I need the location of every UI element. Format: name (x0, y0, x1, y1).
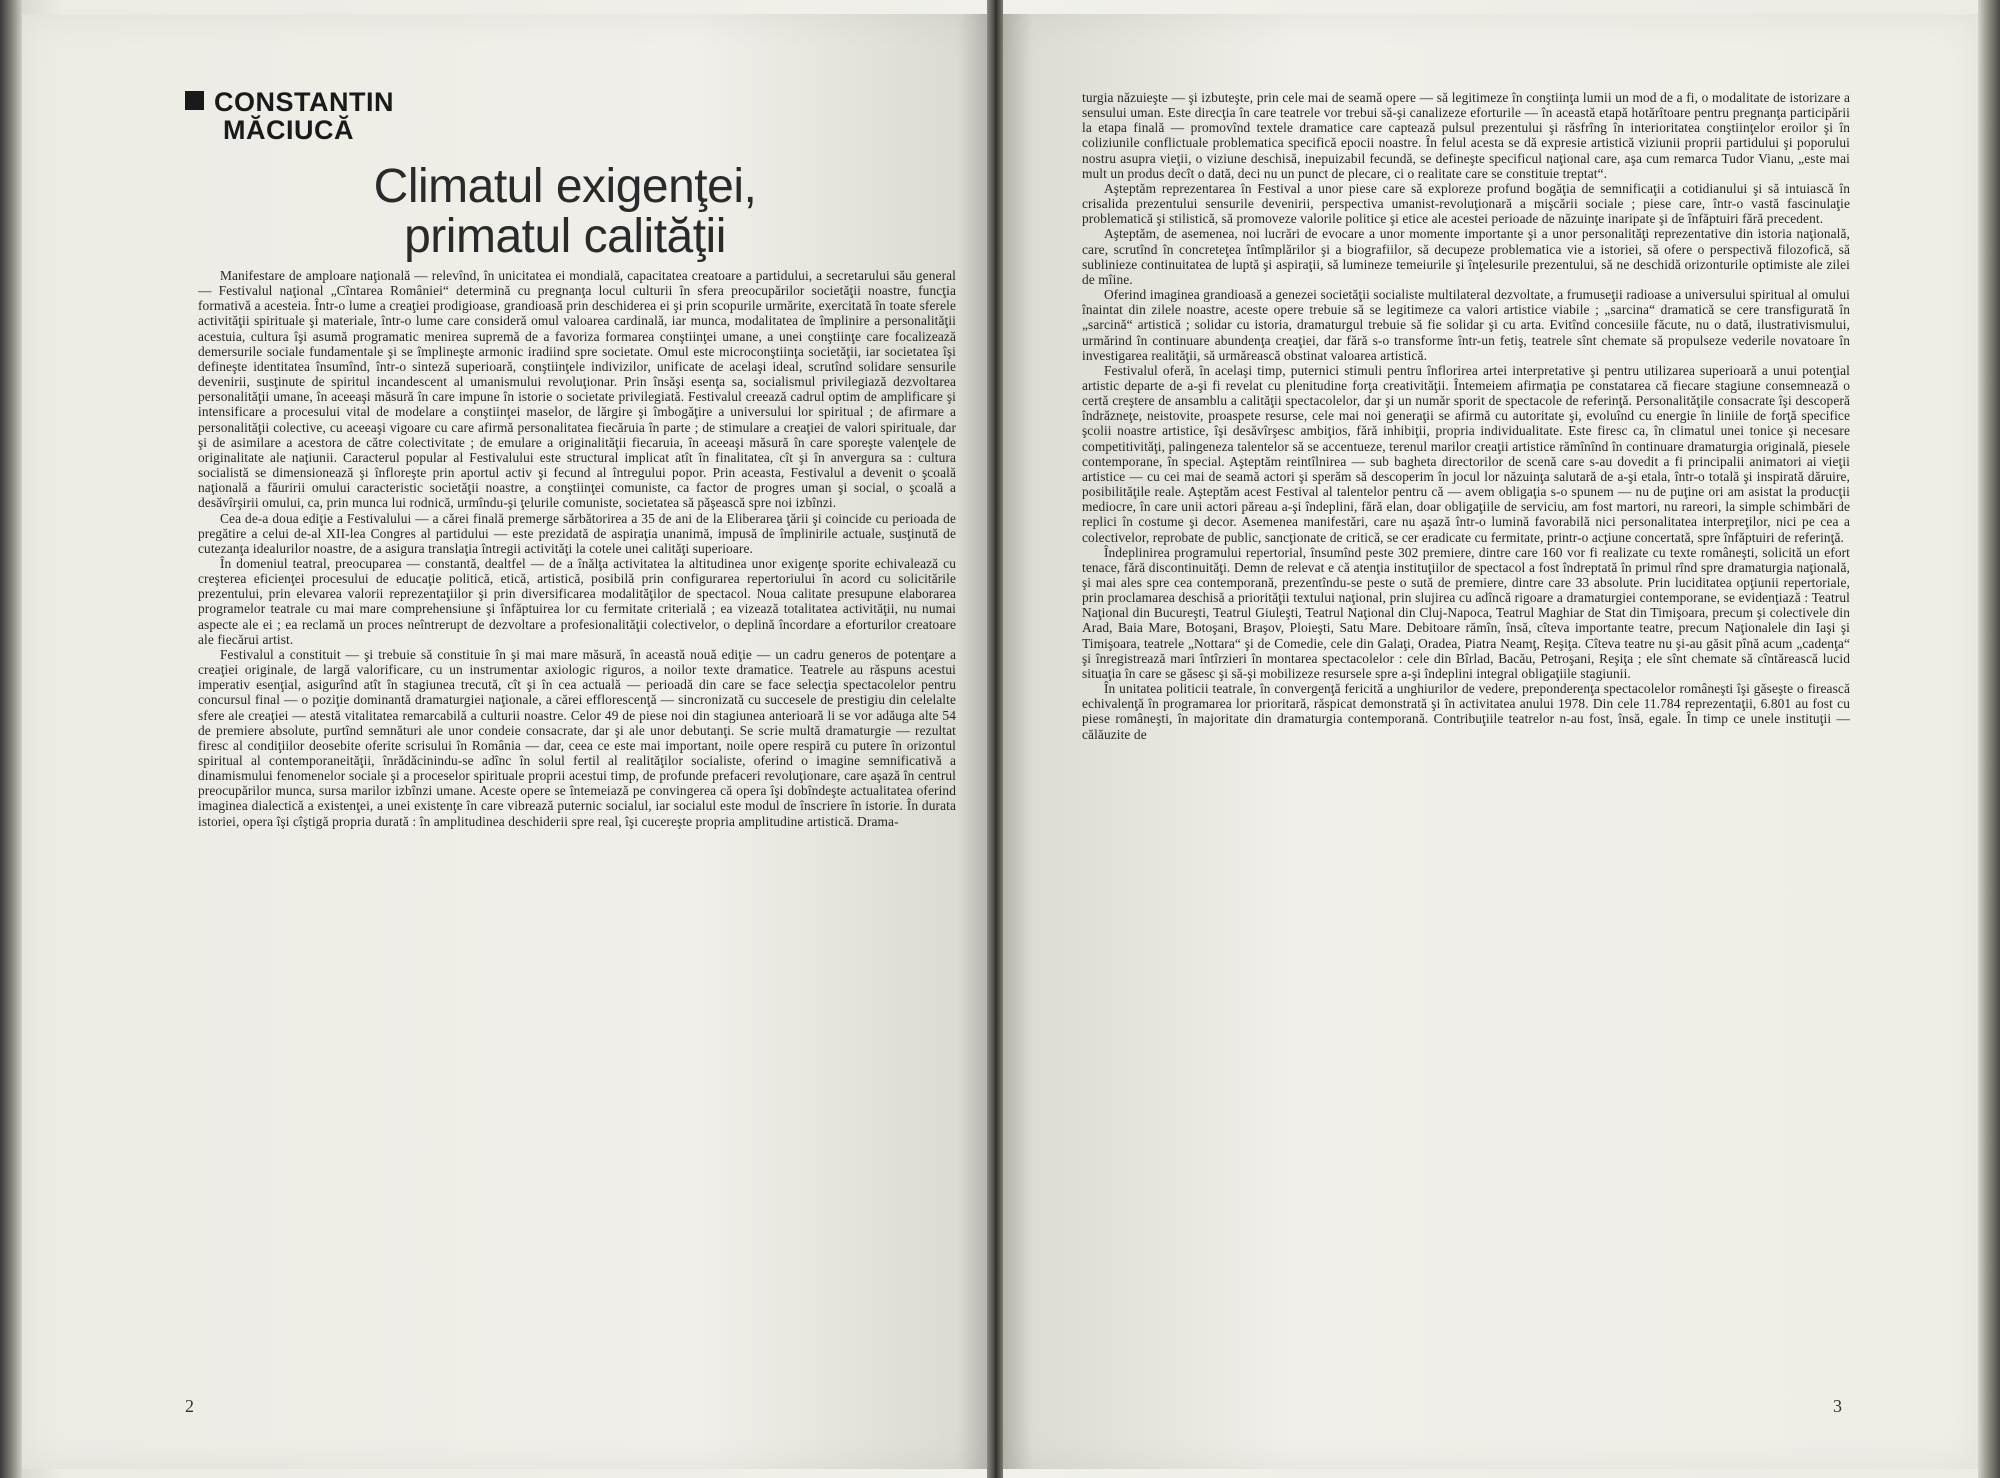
paragraph: Aşteptăm reprezentarea în Festival a unor piese care să exploreze profund bogăţia de semnificaţii a cotidianului şi să intuiască în crisalida prezentului sensurile devenirii, perspectiva umanist-revoluţionară a mişcării sociale ; piese care, într-o vastă fascinulaţie problematică şi stilistică, să promoveze valorile politice şi etice ale acestei perioade de năzuinţe inaripate şi de înfăptuiri fără precedent. (1082, 180, 1850, 227)
book-gutter (987, 0, 1003, 1478)
paragraph: Îndeplinirea programului repertorial, însumînd peste 302 premiere, dintre care 160 vor fi realizate cu texte româneşti, solicită un efort tenace, fără discontinuităţi. Demn de relevat e că atenţia instituţiilor de spectacol a fost îndreptată în primul rînd spre dramaturgia naţională, şi mai ales spre cea contemporană, prezentîndu-se peste o sută de premiere, dintre care 33 absolute. Prin luciditatea opţiunii repertoriale, prin proclamarea deschisă a priorităţii textului naţional, prin slujirea cu adîncă rigoare a dramaturgiei contemporane, se evidenţiază : Teatrul Naţional din Bucureşti, Teatrul Giuleşti, Teatrul Naţional din Cluj-Napoca, Teatrul Maghiar de Stat din Timişoara, precum şi colectivele din Arad, Baia Mare, Botoşani, Braşov, Ploieşti, Satu Mare. Debitoare rămîn, însă, cîteva importante teatre, precum Naţionalele din Iaşi şi Timişoara, teatrele „Nottara“ şi de Comedie, cele din Galaţi, Oradea, Piatra Neamţ, Reşiţa. Cîteva teatre nu şi-au găsit pînă acum „cadenţa“ şi înregistrează mari întîrzieri în montarea spectacolelor : cele din Bîrlad, Bacău, Petroşani, Reşiţa ; ele sînt chemate să cîntărească lucid situaţia în care se găsesc şi să-şi mobilizeze resursele spre a-şi îndeplini integral obligaţiile stagiunii. (1082, 544, 1850, 681)
paragraph: În unitatea politicii teatrale, în convergenţă fericită a unghiurilor de vedere, preponderenţa spectacolelor româneşti îşi găseşte o firească echivalenţă în programarea lor prioritară, răspicat demonstrată şi în activitatea anului 1978. Din cele 11.784 reprezentaţii, 6.801 au fost cu piese româneşti, în majoritate din dramaturgia contemporană. Contribuţiile teatrelor n-au fost, însă, egale. În timp ce unele instituţii — călăuzite de (1082, 681, 1850, 742)
right-page-body (1082, 90, 1850, 1350)
paragraph: În domeniul teatral, preocuparea — constantă, dealtfel — de a înălţa activitatea la altitudinea unor exigenţe sporite echivalează cu creşterea eficienţei procesului de educaţie politică, etică, artistică, posibilă prin configurarea repertoriului în acord cu solicitările prezentului, prin elevarea valorii reprezentaţiilor şi prin diversificarea modalităţilor de spectacol. Noua calitate presupune elaborarea programelor teatrale cu mai mare comprehensiune şi înfăptuirea lor cu fermitate criterială ; ea vizează totalitatea activităţii, nu numai aspecte ale ei ; ea reclamă un proces neîntrerupt de dezvoltare a profesionalităţii colectivelor, o deplină încordare a eforturilor creatoare ale fiecărui artist. (198, 555, 956, 647)
bullet-square-icon (185, 91, 204, 110)
article-title (300, 162, 830, 262)
paragraph: Festivalul oferă, în acelaşi timp, puternici stimuli pentru înflorirea artei interpretative şi pentru utilizarea superioară a unui potenţial artistic departe de a-şi fi revelat cu plenitudine forţa creativităţii. Întemeiem afirmaţia pe constatarea că fiecare stagiune consemnează o certă creştere de ansamblu a calităţii spectacolelor, dar şi un număr sporit de spectacole de referinţă. Personalităţile consacrate îşi descoperă îndrăzneţe, neistovite, proaspete resurse, cele mai noi generaţii se afirmă cu autoritate şi, evoluînd cu energie în liniile de forţă specifice şcolii noastre artistice, îşi desăvîrşesc ambiţios, fără inhibiţii, propria individualitate. Este firesc ca, în climatul unei tonice şi necesare competitivităţi, palingeneza talentelor să se accentueze, terenul marilor creaţii artistice rămînînd în continuare dramaturgia originală, piesele contemporane, în special. Aşteptăm reintîlnirea — sub bagheta directorilor de scenă care s-au dovedit a fi principalii animatori ai vieţii artistice — cu cei mai de seamă actori şi sperăm să descoperim în jocul lor năzuinţa salutară de a-şi etala, într-o totală şi inspirată dăruire, posibilităţile reale. Aşteptăm acest Festival al talentelor pentru că — avem obligaţia s-o spunem — nu de puţine ori am asistat la producţii mediocre, în care unii actori păreau a-şi îndeplini, fără elan, doar obligaţiile de serviciu, am fost martori, nu rareori, la simple schimbări de replici în costume şi decor. Asemenea manifestări, care nu aşază într-o lumină favorabilă nici personalitatea interpreţilor, nici pe cea a colectivelor, reprobate de public, sancţionate de critică, se cer eradicate cu fermitate, printr-o acţiune concertată, spre înfăptuiri de referinţă. (1082, 362, 1850, 545)
page-number-right: 3 (1833, 1396, 1842, 1416)
paragraph: Oferind imaginea grandioasă a genezei societăţii socialiste multilateral dezvoltate, a frumuseţii radioase a universului spiritual al omului înaintat din zilele noastre, aceste opere trebuie să se legitimeze ca valori artistice viabile ; „sarcina“ dramatică se cere transfigurată în „sarcină“ artistică ; solidar cu istoria, dramaturgul trebuie să fie solidar şi cu arta. Evitînd concesiile făcute, nu o dată, ilustrativismului, urmărind în continuare abundenţa creaţiei, dar fără s-o transforme într-un fetiş, teatrele sînt chemate să propulseze vederile novatoare în investigarea realităţii, să urmărească obstinat valoarea artistică. (1082, 287, 1850, 363)
paragraph: Festivalul a constituit — şi trebuie să constituie în şi mai mare măsură, în această nouă ediţie — un cadru generos de potenţare a creaţiei originale, de largă valorificare, cu un instrumentar axiologic riguros, a noilor texte dramatice. Teatrele au răspuns acestui imperativ esenţial, asigurînd atît în stagiunea trecută, cît şi în cea actuală — perioadă din care se face selecţia spectacolelor pentru concursul final — o poziţie dominantă dramaturgiei naţionale, a cărei efflorescenţă — sincronizată cu succesele de prestigiu din celelalte sfere ale creaţiei — atestă vitalitatea remarcabilă a culturii noastre. Celor 49 de piese noi din stagiunea anterioară li se vor adăuga alte 54 de premiere absolute, purtînd semnături ale unor condeie consacrate, dar şi ale unor debutanţi. Se scrie multă dramaturgie — rezultat firesc al condiţiilor deosebite oferite scrisului în România — dar, ceea ce este mai important, noile opere respiră cu putere în orizontul spiritual al contemporaneităţii, înrădăcinindu-se adînc în solul fertil al realităţilor socialiste, oferind o imagine semnificativă a dinamismului fenomenelor sociale şi a proceselor spirituale proprii acestui timp, de profunde prefaceri revoluţionare, care aşază în centrul preocupărilor munca, sursa marilor izbînzi umane. Aceste opere se întemeiază pe convingerea că opera îşi dobîndeşte actualitatea oferind imaginea dialectică a existenţei, a unei existenţe în care vibrează puternic socialul, iar socialul este modul de înscriere în istorie. În durata istoriei, opera îşi cîştigă propria durată : în amplitudinea deschiderii spre real, îşi cucereşte propria amplitudine artistică. Drama- (198, 646, 956, 829)
paragraph: turgia năzuieşte — şi izbuteşte, prin cele mai de seamă opere — să legitimeze în conştiinţa lumii un mod de a fi, o modalitate de istorizare a sensului uman. Este direcţia în care teatrele vor trebui să-şi canalizeze eforturile — în această etapă hotărîtoare pentru pregnanţa participării la etapa finală — promovînd textele dramatice care captează pulsul prezentului şi răsfrîng în interioritatea conştiinţelor eroilor şi în coliziunile conflictuale problematica specifică epocii noastre. În felul acesta se dă expresie artistică viziunii proprii partidului şi poporului nostru asupra vieţii, o viziune deschisă, inepuizabil fecundă, se defineşte specificul naţional care, aşa cum remarca Tudor Vianu, „este mai mult un produs decît o dată, deci nu un punct de plecare, ci o realitate care se constituie treptat“. (1082, 90, 1850, 181)
page-number-left: 2 (185, 1396, 194, 1416)
title-line-1: Climatul exigenţei, (373, 160, 757, 213)
paragraph: Aşteptăm, de asemenea, noi lucrări de evocare a unor momente importante şi a unor personalităţi reprezentative din istoria naţională, care, scrutînd în concreteţea întîmplărilor şi a biografiilor, să decupeze problematica vie a istoriei, să ofere o perspectivă filozofică, să sublinieze continuitatea de luptă şi aspiraţii, să lumineze temeiurile şi înţelesurile prezentului, să ne deschidă orizonturile optimiste ale zilei de mîine. (1082, 226, 1850, 287)
left-page-body (198, 268, 956, 1316)
paragraph: Cea de-a doua ediţie a Festivalului — a cărei finală premerge sărbătorirea a 35 de ani de la Eliberarea ţării şi coincide cu perioada de pregătire a celui de-al XII-lea Congres al partidului — este prezidată de aspiraţia unanimă, impusă de împlinirile actuale, susţinută de cutezanţa idealurilor noastre, de a asigura translaţia întregii activităţi la cotele unei calităţi superioare. (198, 510, 956, 556)
title-line-2: primatul calităţii (404, 210, 726, 263)
author-heading (185, 88, 394, 144)
paragraph: Manifestare de amploare naţională — relevînd, în unicitatea ei mondială, capacitatea creatoare a partidului, a secretarului său general — Festivalul naţional „Cîntarea României“ determină cu pregnanţa locul culturii în sfera preocupărilor societăţii noastre, funcţia formativă a acesteia. Într-o lume a creaţiei prodigioase, grandioasă prin deschiderea ei şi prin scopurile urmărite, exercitată în toate sferele activităţii spirituale şi materiale, într-o lume care consideră omul valoarea cardinală, iar munca, modalitatea de împlinire a personalităţii acestuia, cultura îşi asumă programatic menirea supremă de a favoriza formarea conştiinţei umane, a unei conştiinţe care focalizează demersurile sociale fundamentale şi se împlineşte armonic iradiind spre societate. Omul este microconştiinţa societăţii, iar societatea îşi defineşte identitatea însumînd, într-o sinteză superioară, conştiinţele indivizilor, unificate de acelaşi ideal, scrutînd solidare sensurile devenirii, susţinute de spiritul incandescent al umanismului revoluţionar. Prin însăşi esenţa sa, socialismul privilegiază dezvoltarea personalităţii umane, în aceeaşi măsură în care impune în istorie o societate privilegiată. Festivalul creează cadrul optim de amplificare şi intensificare a procesului vital de modelare a conştiinţei maselor, de lărgire şi îmbogăţire a universului lor spiritual ; de afirmare a personalităţii colective, cu aceeaşi vigoare cu care afirmă personalitatea fiecăruia în parte ; de stimulare a creaţiei de valori spirituale, dar şi de asimilare a acestora de către colectivitate ; de emulare a originalităţii fiecaruia, în aceeaşi măsură în care sporeşte valenţele de originalitate ale naţiunii. Caracterul popular al Festivalului este structural implicat atît în finalitatea, cît şi în anvergura sa : cultura socialistă se dimensionează şi înfloreşte prin aportul activ şi fecund al întregului popor. Prin aceasta, Festivalul a devenit o şcoală naţională a făuririi omului caracteristic societăţii noastre, a conştiinţei comuniste, ca factor de progres uman şi social, o şcoală a desăvîrşirii omului, ca, prin munca lui rodnică, urmîndu-şi ţelurile comuniste, societatea să păşească spre noi izbînzi. (198, 268, 956, 511)
book-edge-right (1978, 0, 2000, 1478)
author-first-name: CONSTANTIN (214, 87, 394, 117)
book-edge-left (0, 0, 22, 1478)
author-last-name: MĂCIUCĂ (223, 115, 354, 145)
